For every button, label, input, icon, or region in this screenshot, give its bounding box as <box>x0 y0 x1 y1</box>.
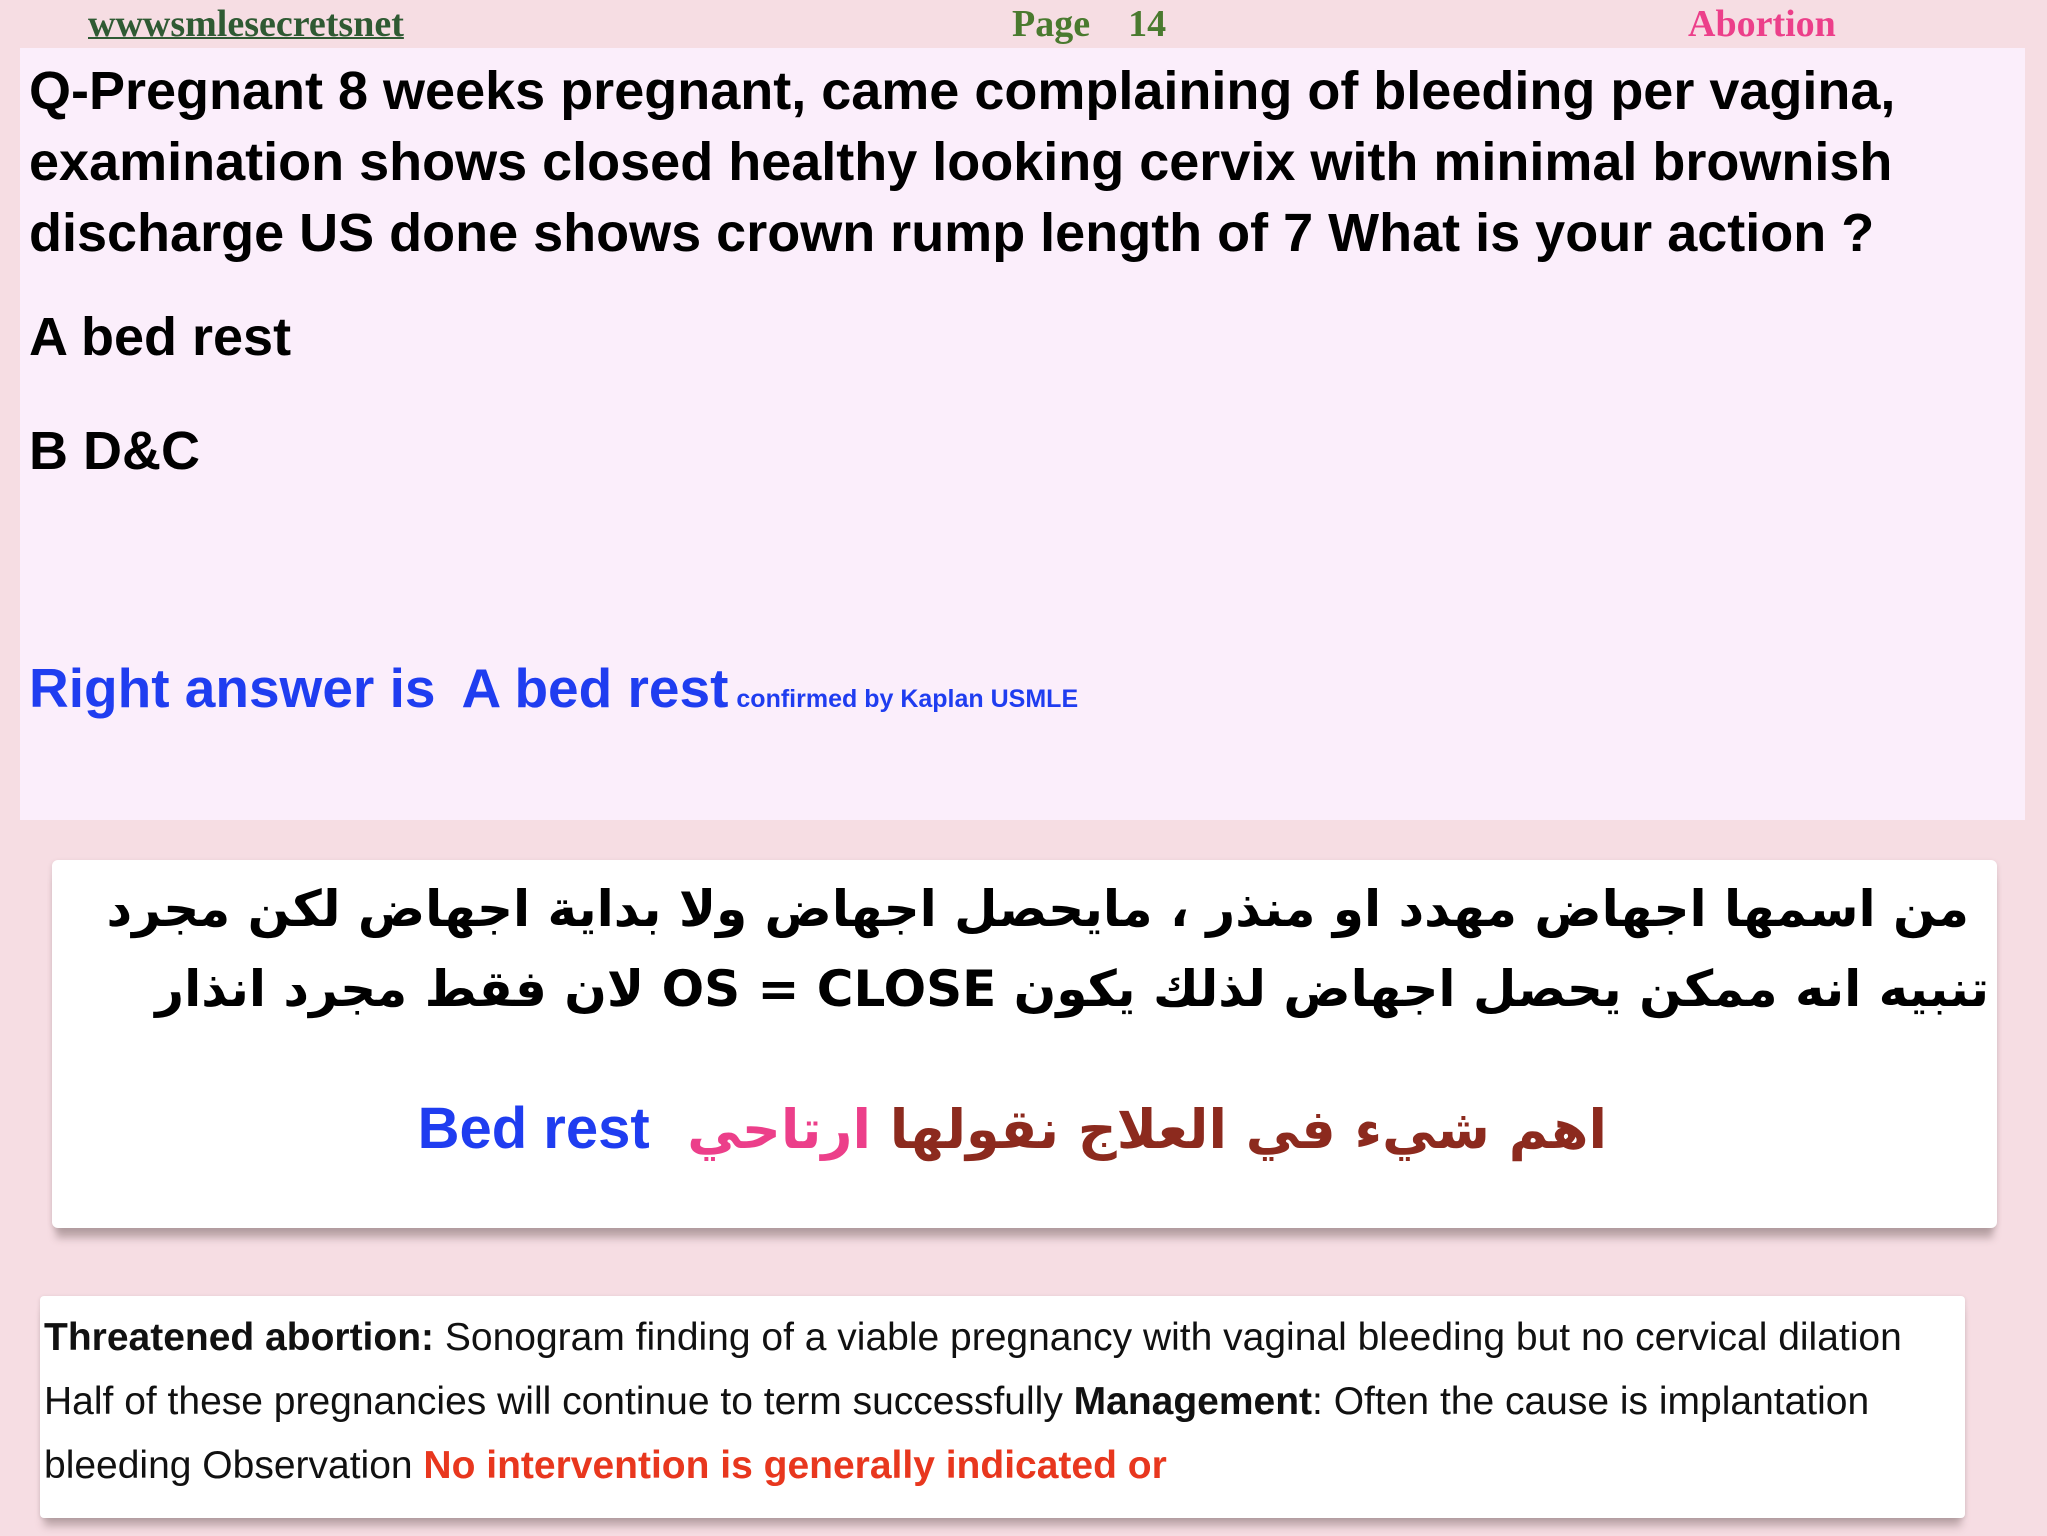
answer-source: confirmed by Kaplan USMLE <box>736 685 1079 713</box>
arabic-line-3 <box>418 1095 1607 1162</box>
arabic-treatment-text: اهم شيء في العلاج نقولها <box>889 1098 1607 1161</box>
arabic-line-1: من اسمها اجهاض مهدد او منذر ، مايحصل اجهاض ولا بداية اجهاض لكن مجرد <box>106 880 1969 938</box>
answer-value: A bed rest <box>461 657 729 719</box>
answer-prefix: Right answer is <box>29 657 436 719</box>
bed-rest-label: Bed rest <box>417 1096 650 1161</box>
topic-title: Abortion <box>1688 3 1836 45</box>
reference-note-text <box>44 1306 1965 1498</box>
option-b: B D&C <box>29 421 200 481</box>
page-number: 14 <box>1128 3 1167 45</box>
management-label: Management <box>1073 1380 1313 1423</box>
threatened-text: Sonogram finding of a viable pregnancy with vaginal bleeding but no cervical dilation Half of these pregnancies will continue to term successfully <box>44 1316 1902 1423</box>
highlight-text: No intervention is generally indicated or <box>423 1444 1167 1487</box>
threatened-label: Threatened abortion: <box>44 1316 435 1359</box>
question-line-1: Q-Pregnant 8 weeks pregnant, came complaining of bleeding per vagina, <box>29 61 1896 121</box>
management-text: : Often the cause is implantation bleeding Observation <box>44 1380 1870 1487</box>
page-label: Page <box>1012 3 1091 45</box>
site-name: wwwsmlesecretsnet <box>88 3 404 45</box>
page-indicator <box>1012 2 1166 46</box>
reference-note-card <box>40 1296 1965 1518</box>
question-line-2: examination shows closed healthy looking cervix with minimal brownish <box>29 132 1893 192</box>
arabic-explanation-card <box>52 860 1997 1228</box>
question-card <box>20 48 2025 820</box>
arabic-line-2: تنبيه انه ممكن يحصل اجهاض لذلك يكون OS = CLOSE لان فقط مجرد انذار <box>155 960 1989 1018</box>
question-line-3: discharge US done shows crown rump length of 7 What is your action ? <box>29 203 1875 263</box>
arabic-rest-word: ارتاحي <box>687 1098 871 1161</box>
option-a: A bed rest <box>29 307 292 367</box>
right-answer <box>29 656 1078 720</box>
